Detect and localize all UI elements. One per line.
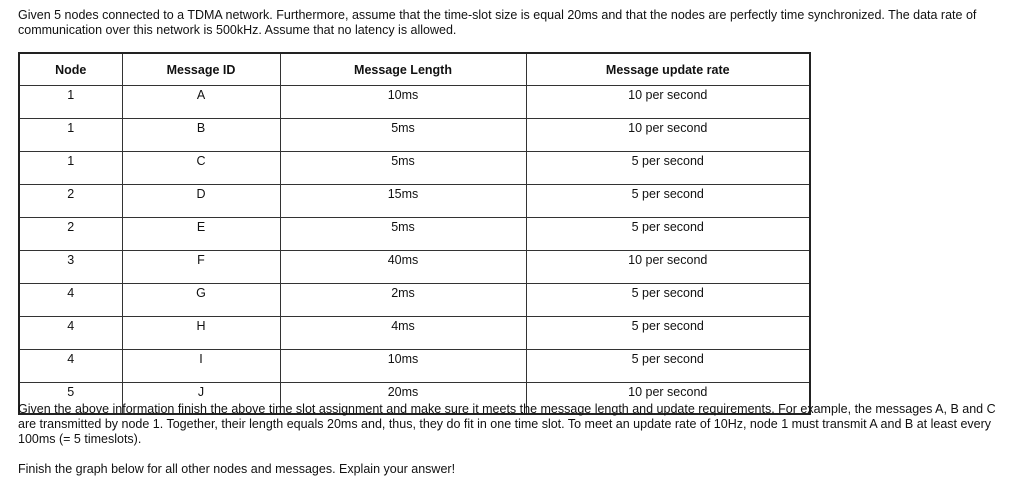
cell-node: 3 bbox=[19, 251, 122, 284]
table-row bbox=[19, 152, 810, 185]
header-message-id: Message ID bbox=[122, 53, 280, 86]
cell-message-id: F bbox=[122, 251, 280, 284]
cell-update-rate: 10 per second bbox=[526, 119, 810, 152]
cell-message-id: B bbox=[122, 119, 280, 152]
cell-node: 2 bbox=[19, 218, 122, 251]
cell-update-rate: 10 per second bbox=[526, 383, 810, 415]
header-update-rate: Message update rate bbox=[526, 53, 810, 86]
cell-message-id: D bbox=[122, 185, 280, 218]
cell-message-id: C bbox=[122, 152, 280, 185]
cell-message-length: 10ms bbox=[280, 350, 526, 383]
header-message-length: Message Length bbox=[280, 53, 526, 86]
cell-update-rate: 10 per second bbox=[526, 86, 810, 119]
cell-message-id: A bbox=[122, 86, 280, 119]
cell-node: 1 bbox=[19, 86, 122, 119]
cell-update-rate: 5 per second bbox=[526, 218, 810, 251]
cell-node: 4 bbox=[19, 350, 122, 383]
cell-message-length: 5ms bbox=[280, 119, 526, 152]
cell-update-rate: 5 per second bbox=[526, 152, 810, 185]
cell-message-length: 10ms bbox=[280, 86, 526, 119]
cell-message-length: 5ms bbox=[280, 152, 526, 185]
cell-node: 2 bbox=[19, 185, 122, 218]
cell-node: 5 bbox=[19, 383, 122, 415]
cell-update-rate: 5 per second bbox=[526, 350, 810, 383]
cell-message-length: 4ms bbox=[280, 317, 526, 350]
task-paragraph: Finish the graph below for all other nodes and messages. Explain your answer! bbox=[18, 462, 456, 476]
instructions-paragraph: Given the above information finish the above time slot assignment and make sure it meets the message length and update requirements. For example, the messages A, B and C are transmitted by node 1. Together, their length equals 20ms and, thus, they do fit in one time slot. To meet an update rate of 10Hz, node 1 must transmit A and B at least every 100ms (= 5 timeslots). bbox=[18, 402, 996, 446]
cell-update-rate: 5 per second bbox=[526, 185, 810, 218]
table-row bbox=[19, 218, 810, 251]
cell-node: 1 bbox=[19, 119, 122, 152]
cell-message-id: G bbox=[122, 284, 280, 317]
table-row bbox=[19, 185, 810, 218]
cell-message-id: H bbox=[122, 317, 280, 350]
table-header-row bbox=[19, 53, 810, 86]
table-row bbox=[19, 251, 810, 284]
table-row bbox=[19, 119, 810, 152]
cell-message-length: 20ms bbox=[280, 383, 526, 415]
cell-message-length: 15ms bbox=[280, 185, 526, 218]
cell-node: 1 bbox=[19, 152, 122, 185]
cell-message-id: J bbox=[122, 383, 280, 415]
cell-node: 4 bbox=[19, 317, 122, 350]
message-table bbox=[18, 52, 811, 415]
table-row bbox=[19, 350, 810, 383]
table-row bbox=[19, 317, 810, 350]
intro-paragraph: Given 5 nodes connected to a TDMA network. Furthermore, assume that the time-slot size is equal 20ms and that the nodes are perfectly time synchronized. The data rate of communication over this network is 500kHz. Assume that no latency is allowed. bbox=[18, 8, 977, 37]
table-row bbox=[19, 284, 810, 317]
cell-message-length: 5ms bbox=[280, 218, 526, 251]
cell-message-length: 2ms bbox=[280, 284, 526, 317]
header-node: Node bbox=[19, 53, 122, 86]
cell-node: 4 bbox=[19, 284, 122, 317]
cell-update-rate: 5 per second bbox=[526, 284, 810, 317]
cell-update-rate: 10 per second bbox=[526, 251, 810, 284]
cell-message-id: I bbox=[122, 350, 280, 383]
table-row bbox=[19, 86, 810, 119]
cell-message-id: E bbox=[122, 218, 280, 251]
cell-update-rate: 5 per second bbox=[526, 317, 810, 350]
cell-message-length: 40ms bbox=[280, 251, 526, 284]
